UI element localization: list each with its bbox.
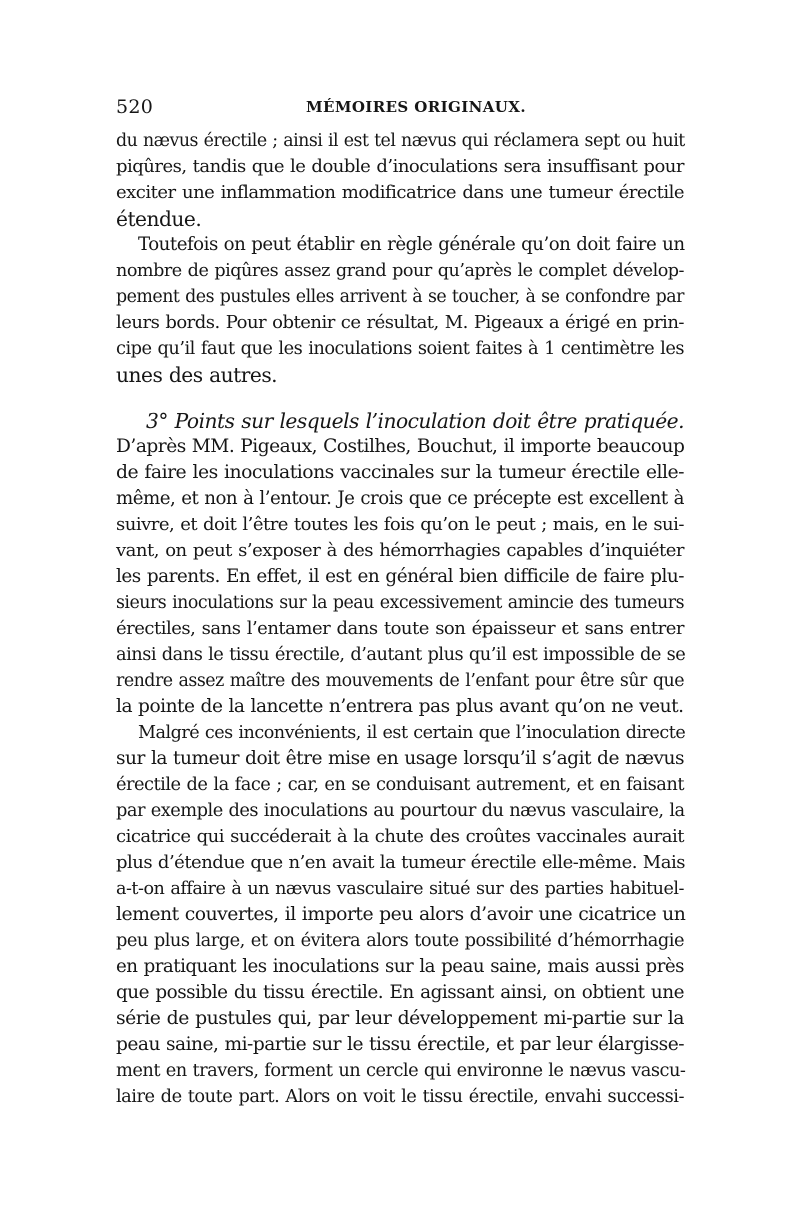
text-line: par exemple des inoculations au pourtour du nævus vasculaire, la (116, 800, 685, 821)
text-line: étendue. (116, 207, 202, 231)
text-line: même, et non à l’entour. Je crois que ce précepte est excellent à (116, 488, 684, 509)
text-line: cipe qu’il faut que les inoculations soient faites à 1 centimètre les (116, 338, 684, 359)
running-title: MÉMOIRES ORIGINAUX. (306, 98, 526, 116)
text-line: suivre, et doit l’être toutes les fois qu’on le peut ; mais, en le sui- (116, 514, 684, 535)
text-line: peau saine, mi-partie sur le tissu érectile, et par leur élargisse- (116, 1034, 684, 1055)
text-line: laire de toute part. Alors on voit le tissu érectile, envahi successi- (116, 1086, 684, 1107)
page-number: 520 (116, 96, 154, 118)
text-line: leurs bords. Pour obtenir ce résultat, M. Pigeaux a érigé en prin- (116, 312, 684, 333)
text-line: unes des autres. (116, 363, 278, 387)
text-line: que possible du tissu érectile. En agissant ainsi, on obtient une (116, 982, 684, 1003)
text-line: pement des pustules elles arrivent à se toucher, à se confondre par (116, 287, 684, 307)
text-line: érectile de la face ; car, en se conduisant autrement, et en faisant (116, 774, 684, 795)
text-line: érectiles, sans l’entamer dans toute son épaisseur et sans entrer (116, 618, 684, 639)
text-line: piqûres, tandis que le double d’inoculations sera insuffisant pour (116, 156, 684, 177)
text-line: lement couvertes, il importe peu alors d’avoir une cicatrice un (116, 904, 686, 925)
text-line: sieurs inoculations sur la peau excessivement amincie des tumeurs (116, 593, 684, 613)
text-line: la pointe de la lancette n’entrera pas plus avant qu’on ne veut. (116, 696, 684, 717)
text-line: les parents. En effet, il est en général bien difficile de faire plu- (116, 566, 684, 587)
text-line: peu plus large, et on évitera alors toute possibilité d’hémorrhagie (116, 930, 684, 951)
text-line: plus d’étendue que n’en avait la tumeur érectile elle-même. Mais (116, 852, 685, 873)
text-line: série de pustules qui, par leur développement mi-partie sur la (116, 1008, 684, 1029)
text-line: vant, on peut s’exposer à des hémorrhagies capables d’inquiéter (116, 540, 684, 561)
text-line: exciter une inflammation modificatrice dans une tumeur érectile (116, 182, 684, 203)
section-heading-text: 3° Points sur lesquels l’inoculation doit être pratiquée. (146, 409, 684, 433)
text-line: du nævus érectile ; ainsi il est tel nævus qui réclamera sept ou huit (116, 131, 685, 151)
text-line: D’après MM. Pigeaux, Costilhes, Bouchut, il importe beaucoup (116, 436, 685, 457)
text-line: sur la tumeur doit être mise en usage lorsqu’il s’agit de nævus (116, 748, 684, 769)
text-line: en pratiquant les inoculations sur la peau saine, mais aussi près (116, 956, 684, 977)
text-line: cicatrice qui succéderait à la chute des croûtes vaccinales aurait (116, 826, 684, 847)
text-line: rendre assez maître des mouvements de l’enfant pour être sûr que (116, 671, 684, 691)
text-line: ment en travers, forment un cercle qui environne le nævus vascu- (116, 1060, 686, 1081)
body-text (116, 128, 684, 1198)
text-line: ainsi dans le tissu érectile, d’autant plus qu’il est impossible de se (116, 644, 686, 665)
text-line: Toutefois on peut établir en règle générale qu’on doit faire un (138, 234, 685, 255)
page-header (116, 92, 686, 122)
text-line: Malgré ces inconvénients, il est certain que l’inoculation directe (138, 723, 686, 743)
section-heading (146, 408, 684, 434)
text-line: de faire les inoculations vaccinales sur la tumeur érectile elle- (116, 462, 684, 483)
text-line: a-t-on affaire à un nævus vasculaire situé sur des parties habituel- (116, 879, 684, 899)
text-line: nombre de piqûres assez grand pour qu’après le complet dévelop- (116, 261, 684, 281)
